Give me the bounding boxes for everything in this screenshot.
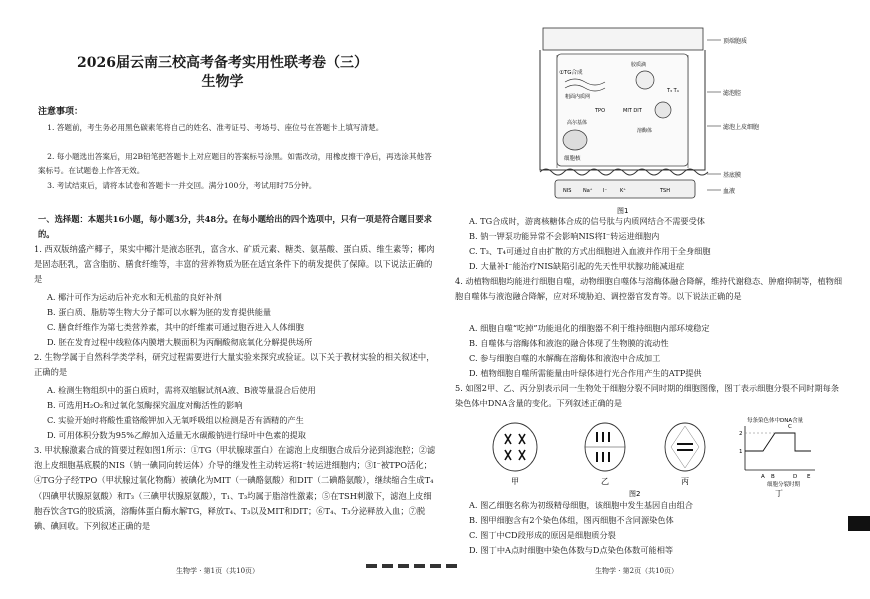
nucleus-label: 细胞核 [564,156,581,162]
k-label: K⁺ [620,188,626,194]
y-tick-2: 2 [739,431,743,437]
tpo-label: TPO [595,108,606,114]
subject-title: 生物学 [201,74,244,90]
q5-option-d: D. 图丁中A点时细胞中染色体数与D点染色体数可能相等 [469,545,674,555]
graph-y-label: 每条染色体中DNA含量 [747,418,804,424]
page-divider-marks [366,564,457,568]
q4-option-a: A. 细胞自噬“吃掉”功能退化的细胞器不利于维持细胞内部环境稳定 [469,323,710,333]
q3-option-c: C. T₃、T₄可通过自由扩散的方式出细胞进入血液并作用于全身细胞 [469,246,711,256]
notice-item-1: 1. 答题前，考生务必用黑色碳素笔将自己的姓名、准考证号、考场号、座位号在答题卡上填写清楚。 [47,123,384,132]
q4-option-d: D. 植物细胞自噬所需能量由叶绿体进行光合作用产生的ATP提供 [469,368,702,378]
figure-1-caption: 图1 [617,207,629,215]
q1-option-c: C. 膳食纤维作为第七类营养素，其中的纤维素可通过胞吞进入人体细胞 [47,322,304,332]
q3-option-b: B. 钠一钾泵功能异常不会影响NIS将I⁻转运进细胞内 [469,231,660,241]
panel-yi-label: 乙 [601,477,609,486]
y-tick-1: 1 [739,449,743,455]
notice-item-2: 2. 每小题选出答案后，用2B铅笔把答题卡上对应题目的答案标号涂黑。如需改动，用橡皮擦干净后，再选涂其他答案标号。在试题卷上作答无效。 [38,152,432,175]
question-2-stem: 2. 生物学属于自然科学类学科，研究过程需要进行大量实验来探究或验证。以下关于教材实验的相关叙述中，正确的是 [34,352,435,378]
question-1-stem: 1. 西双版纳盛产椰子，果实中椰汁是液态胚乳，富含水、矿质元素、糖类、氨基酸、蛋白质、维生素等；椰肉是固态胚乳，富含脂肪、膳食纤维等，丰富的营养物质为胚在适宜条件下的萌发提供了保障。以下说法正确的是 [34,244,435,285]
basal-label: 基底膜 [723,172,742,179]
point-b: B [771,474,775,480]
question-4-stem: 4. 动植物细胞均能进行细胞自噬，动物细胞自噬体与溶酶体融合降解，维持代谢稳态、肿瘤抑制等，植物细胞自噬体与液泡融合降解，应对环境胁迫、调控器官发育等。以下说法正确的是 [455,276,843,301]
golgi-label: 高尔基体 [567,120,588,126]
panel-jia-label: 甲 [511,477,519,486]
point-a: A [761,474,765,480]
q1-option-a: A. 椰汁可作为运动后补充水和无机盐的良好补剂 [47,292,222,302]
edge-marker [848,516,870,531]
panel-bing-label: 丙 [681,477,689,486]
lysosome-label: 溶酶体 [637,128,653,134]
tg-synthesis-label: ①TG合成 [559,70,583,76]
q2-option-a: A. 检测生物组织中的蛋白质时，需将双缩脲试剂A液、B液等量混合后使用 [47,385,316,395]
figure-1-thyroid-diagram [445,0,870,220]
figure-2-cell-division [445,412,870,498]
rough-er-label: 粗面内质网 [565,94,591,100]
question-5-stem: 5. 如图2甲、乙、丙分别表示同一生物处于细胞分裂不同时期的细胞图像，图丁表示细胞分裂不同时期每条染色体中DNA含量的变化。下列叙述正确的是 [455,383,840,408]
point-e: E [807,474,811,480]
footer-page-1: 生物学 · 第1页（共10页） [176,567,260,575]
question-3-stem: 3. 甲状腺激素合成的简要过程如图1所示：①TG（甲状腺球蛋白）在滤泡上皮细胞合成后分泌到滤泡腔；②滤泡上皮细胞基底膜的NIS（钠一碘同向转运体）介导的继发性主动转运将I⁻转运进细胞内；③I⁻被TPO活化；④TG分子经TPO（甲状腺过氧化物酶）被碘化为MIT（一碘酪氨酸）和DIT（二碘酪氨酸），继续缩合生成T₄（四碘甲状腺原氨酸）和T₃（三碘甲状腺原氨酸），T₁、T₃均属于脂溶性激素；⑤在TSH刺激下，滤泡上皮细胞吞饮含TG的胶质滴，溶酶体蛋白酶水解TG，释放T₄、T₃以及MIT和DIT；⑥T₄、T₃分泌释放入血；⑦脱碘、碘回收。下列叙述正确的是 [34,445,436,532]
graph-x-label: 细胞分裂时期 [767,482,801,488]
footer-page-2: 生物学 · 第2页（共10页） [595,567,679,575]
notice-item-3: 3. 考试结束后，请将本试卷和答题卡一并交回。满分100分，考试用时75分钟。 [47,181,317,190]
notice-heading: 注意事项： [38,107,84,117]
nis-label: NIS [563,188,572,194]
figure-2-caption: 图2 [629,490,641,498]
q4-option-b: B. 自噬体与溶酶体和液泡的融合体现了生物膜的流动性 [469,338,669,348]
q5-option-a: A. 图乙细胞名称为初级精母细胞，该细胞中发生基因自由组合 [469,500,693,510]
iodide-label: I⁻ [603,188,608,194]
colloid-label: 胶质滴 [631,62,647,68]
q2-option-d: D. 可用体积分数为95%乙醇加入适量无水碳酸钠进行绿叶中色素的提取 [47,430,306,440]
epithelium-label: 滤泡上皮细胞 [723,124,760,131]
mit-dit-label: MIT DIT [623,108,642,114]
section-heading: 一、选择题：本题共16小题，每小题3分，共48分。在每小题给出的四个选项中，只有一项是符合题目要求的。 [38,214,432,240]
q2-option-b: B. 可选用H₂O₂和过氧化氢酶探究温度对酶活性的影响 [47,400,243,410]
t3t4-label: T₃ T₄ [667,88,679,94]
point-c: C [788,424,792,430]
q3-option-a: A. TG合成时，游离核糖体合成的信号肽与内质网结合不需要受体 [469,216,705,226]
q4-option-c: C. 参与细胞自噬的水解酶在溶酶体和液泡中合成加工 [469,353,661,363]
na-label: Na⁺ [583,188,593,194]
panel-ding-label: 丁 [775,489,783,498]
blood-label: 血液 [723,188,736,195]
q3-option-d: D. 大量补I⁻能治疗NIS缺陷引起的先天性甲状腺功能减退症 [469,261,685,271]
apical-label: 顶端胞质 [723,38,748,45]
exam-title: 2026届云南三校高考备考实用性联考卷（三） [77,55,368,71]
q5-option-b: B. 图甲细胞含有2个染色体组，图丙细胞不含同源染色体 [469,515,674,525]
q1-option-b: B. 蛋白质、脂肪等生物大分子都可以水解为胚的发育提供能量 [47,307,272,317]
page-2 [445,0,870,599]
q2-option-c: C. 实验开始时将酸性重铬酸钾加入无氧呼吸组以检测是否有酒精的产生 [47,415,304,425]
follicle-label: 滤泡腔 [723,90,742,97]
q1-option-d: D. 胚在发育过程中线粒体内膜增大膜面积为丙酮酸彻底氧化分解提供场所 [47,337,313,347]
q5-option-c: C. 图丁中CD段形成的原因是细胞质分裂 [469,530,616,540]
point-d: D [793,474,798,480]
tsh-label: TSH [660,188,670,194]
